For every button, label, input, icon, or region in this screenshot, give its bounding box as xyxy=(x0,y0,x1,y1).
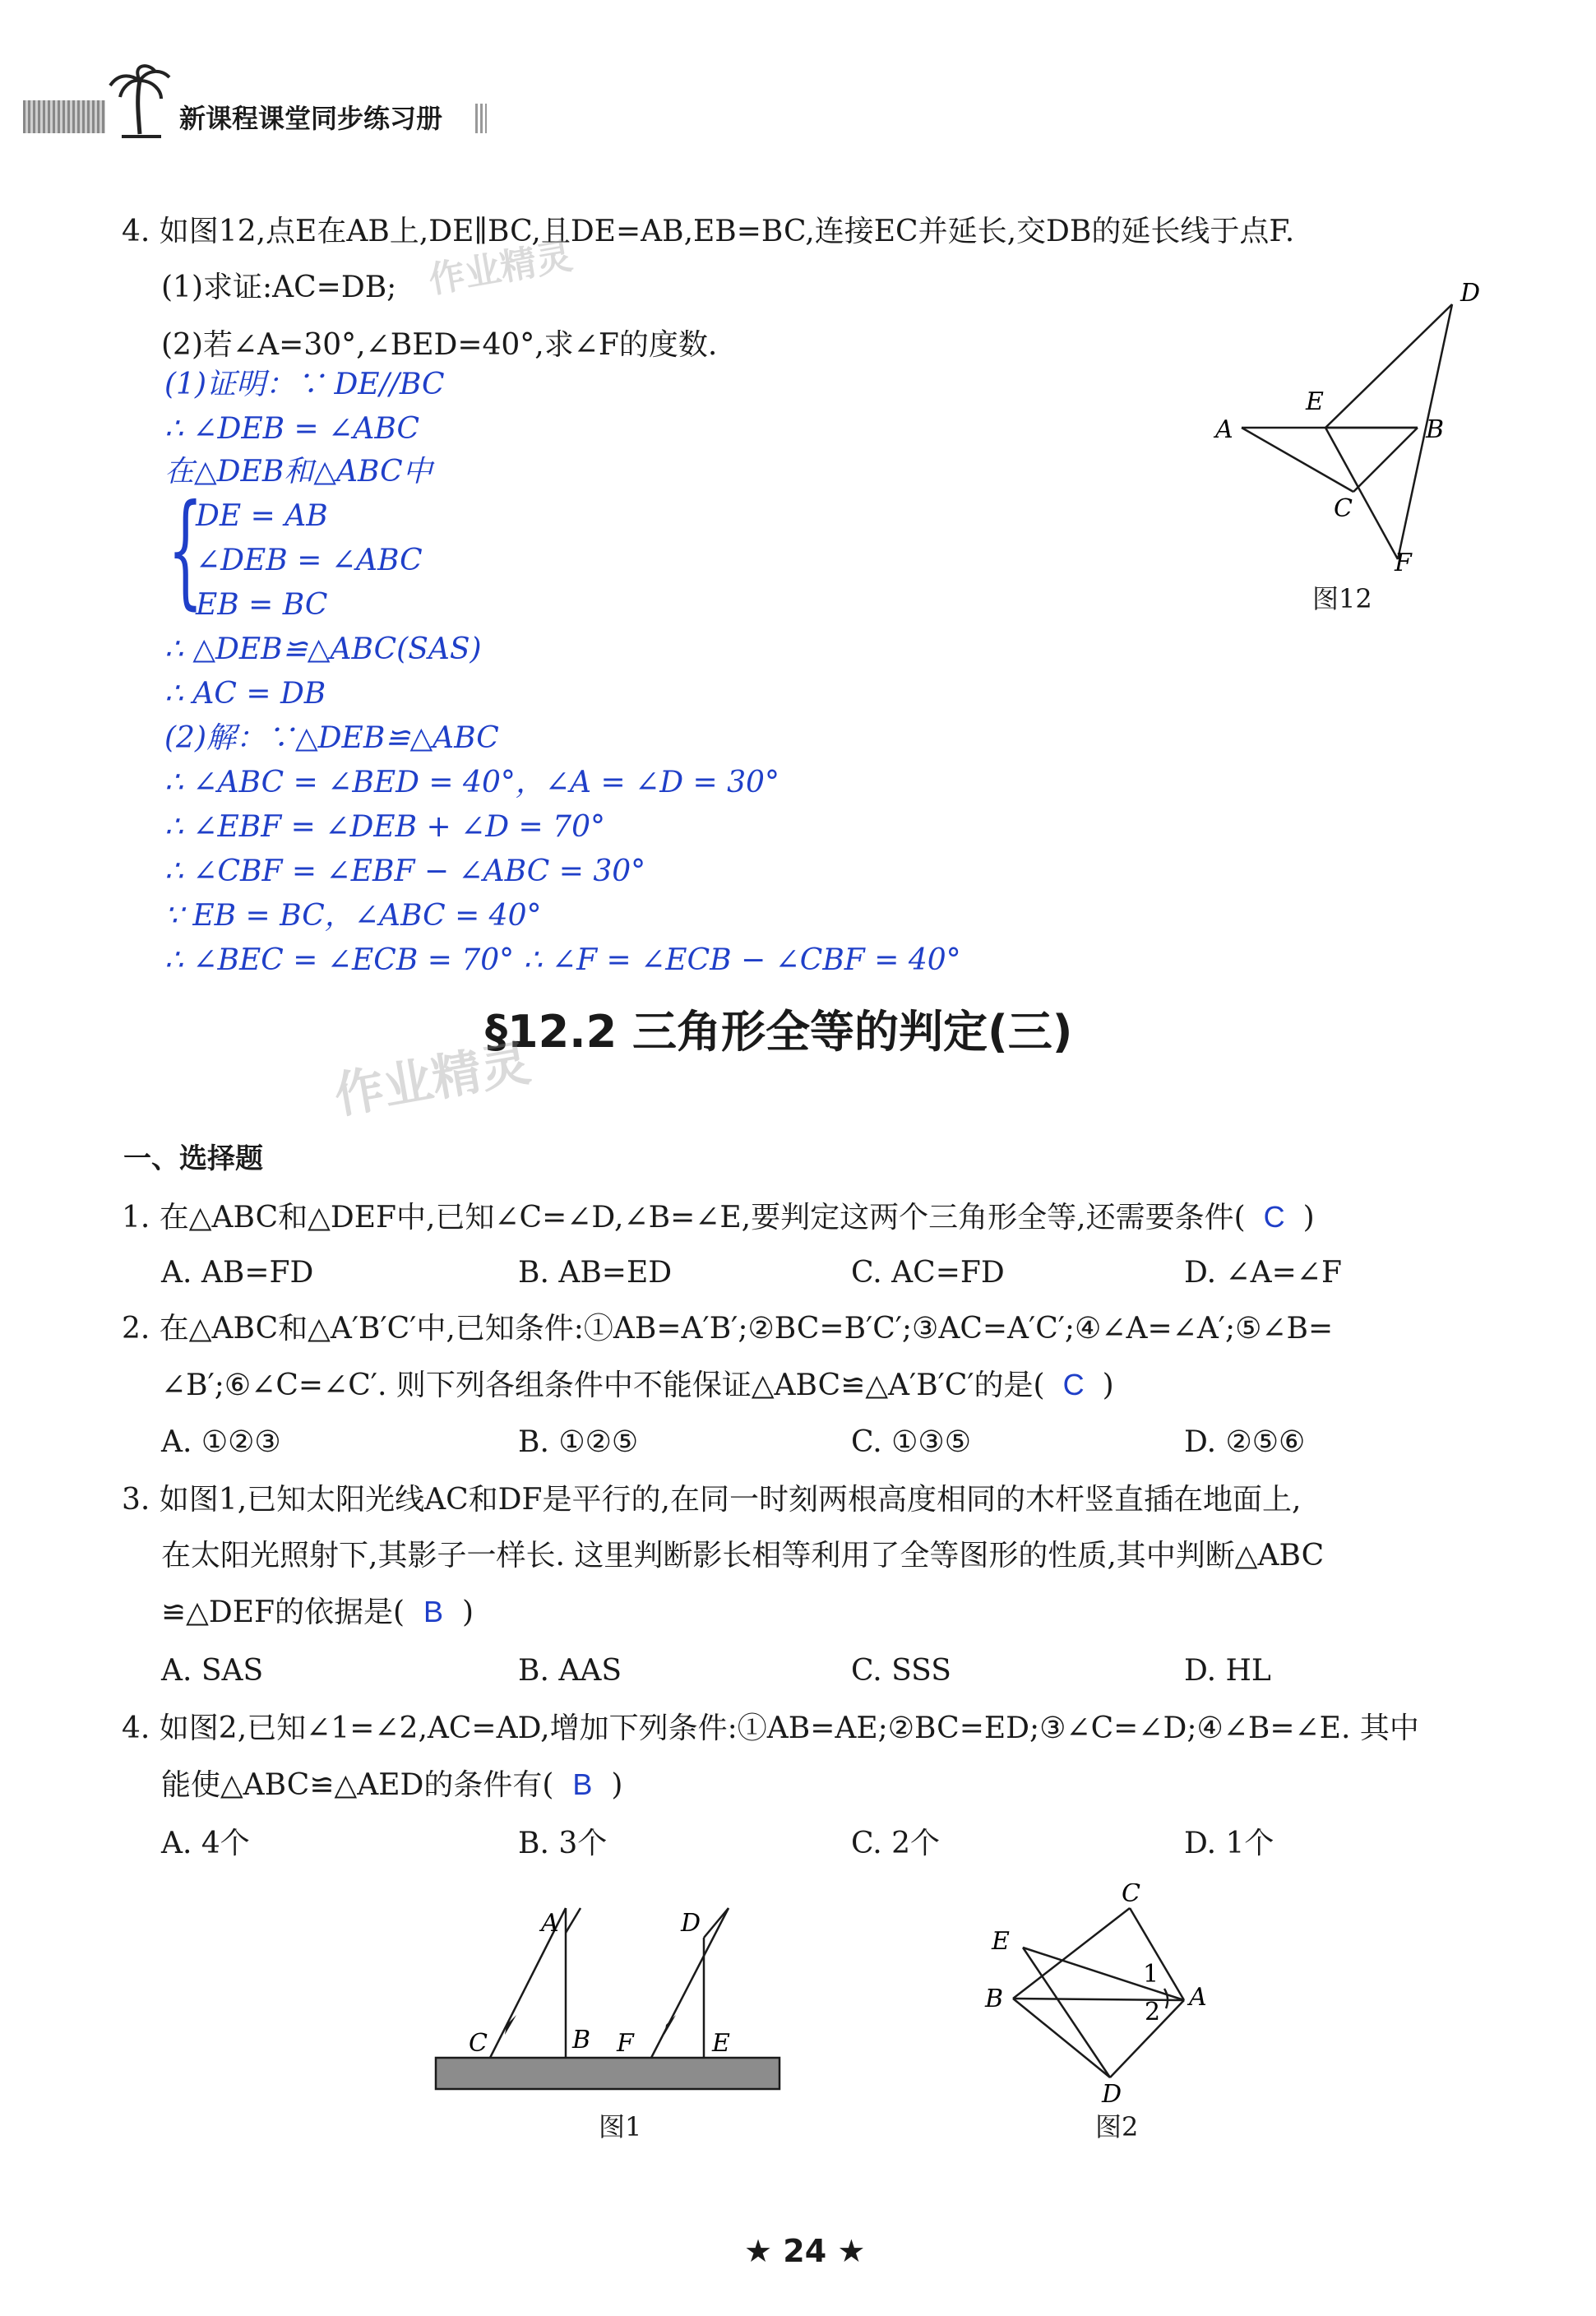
solution-line: EB = BC xyxy=(196,588,328,622)
q4-part2: (2)若∠A=30°,∠BED=40°,求∠F的度数. xyxy=(161,328,718,362)
solution-line: ∴ ∠BEC = ∠ECB = 70° ∴ ∠F = ∠ECB − ∠CBF = 40° xyxy=(164,943,961,977)
fig12-label: D xyxy=(1460,279,1481,308)
q4-part1: (1)求证:AC=DB; xyxy=(161,271,397,304)
section-title: §12.2 三角形全等的判定(三) xyxy=(485,1006,1073,1058)
fig1-label: B xyxy=(572,2026,591,2054)
option: A. SAS xyxy=(161,1654,264,1688)
brace-symbol: { xyxy=(168,479,203,622)
question-2-line2: ∠B′;⑥∠C=∠C′. 则下列各组条件中不能保证△ABC≌△A′B′C′的是( C ) xyxy=(161,1365,1114,1406)
option: D. 1个 xyxy=(1184,1827,1274,1860)
figure-2 xyxy=(970,1883,1242,2105)
answer: C xyxy=(1062,1368,1085,1401)
question-3-line3: ≌△DEF的依据是( B ) xyxy=(161,1592,474,1633)
fig2-label: D xyxy=(1102,2080,1122,2105)
solution-line: ∴ △DEB≌△ABC(SAS) xyxy=(164,632,482,666)
fig2-label: C xyxy=(1122,1883,1140,1908)
page-number: ★ 24 ★ xyxy=(744,2233,866,2269)
option: A. ①②③ xyxy=(161,1425,281,1459)
option: B. AB=ED xyxy=(518,1256,673,1290)
fig12-label: B xyxy=(1426,415,1445,444)
option: C. AC=FD xyxy=(851,1256,1005,1290)
watermark: 作业精灵 xyxy=(330,1034,535,1126)
option: D. HL xyxy=(1184,1654,1271,1688)
palm-tree-icon xyxy=(107,64,173,138)
fig2-label: 1 xyxy=(1143,1960,1159,1989)
option: C. 2个 xyxy=(851,1827,941,1860)
header-end-decoration xyxy=(475,104,487,133)
header-title: 新课程课堂同步练习册 xyxy=(179,103,443,134)
fig1-label: F xyxy=(617,2029,634,2058)
option: B. ①②⑤ xyxy=(518,1425,639,1459)
answer: B xyxy=(423,1595,444,1628)
option: D. ∠A=∠F xyxy=(1184,1256,1342,1290)
solution-line: ∴ ∠EBF = ∠DEB + ∠D = 70° xyxy=(164,810,605,844)
part-title: 一、选择题 xyxy=(123,1142,263,1175)
figure-1 xyxy=(428,1900,789,2114)
solution-line: 在△DEB和△ABC中 xyxy=(164,455,433,489)
header-decoration xyxy=(23,100,105,133)
question-2-line1: 2. 在△ABC和△A′B′C′中,已知条件:①AB=A′B′;②BC=B′C′;③AC=A′C′;④∠A=∠A′;⑤∠B= xyxy=(122,1312,1334,1346)
question-4-line2: 能使△ABC≌△AED的条件有( B ) xyxy=(161,1765,622,1805)
solution-line: ∴ ∠ABC = ∠BED = 40°，∠A = ∠D = 30° xyxy=(164,766,779,799)
answer: B xyxy=(572,1767,593,1801)
fig1-label: C xyxy=(469,2029,488,2058)
solution-line: ∴ ∠CBF = ∠EBF − ∠ABC = 30° xyxy=(164,855,646,888)
question-3-line2: 在太阳光照射下,其影子一样长. 这里判断影长相等利用了全等图形的性质,其中判断△ABC xyxy=(161,1539,1325,1573)
figure-12 xyxy=(1200,271,1513,633)
fig2-label: E xyxy=(992,1927,1010,1956)
figure-12-caption: 图12 xyxy=(1312,583,1372,614)
solution-line: ∴ ∠DEB = ∠ABC xyxy=(164,412,419,446)
option: A. 4个 xyxy=(161,1827,250,1860)
arrowhead-icon xyxy=(664,2015,676,2035)
solution-line: (2)解：∵△DEB≌△ABC xyxy=(164,721,499,755)
fig12-label: F xyxy=(1395,549,1412,577)
question-3-line1: 3. 如图1,已知太阳光线AC和DF是平行的,在同一时刻两根高度相同的木杆竖直插在地面上, xyxy=(122,1483,1302,1517)
solution-line: (1)证明：∵ DE//BC xyxy=(164,368,445,401)
fig2-label: 2 xyxy=(1145,1998,1161,2026)
solution-line: DE = AB xyxy=(196,499,328,533)
fig12-label: A xyxy=(1215,415,1233,444)
option: C. ①③⑤ xyxy=(851,1425,971,1459)
answer: C xyxy=(1263,1200,1285,1234)
fig2-label: B xyxy=(985,1985,1004,2013)
figure-2-caption: 图2 xyxy=(1095,2111,1139,2142)
solution-line: ∵ EB = BC，∠ABC = 40° xyxy=(164,899,542,933)
fig12-label: C xyxy=(1334,494,1353,523)
option: A. AB=FD xyxy=(161,1256,314,1290)
fig1-label: E xyxy=(712,2029,730,2058)
solution-line: ∠DEB = ∠ABC xyxy=(196,544,423,577)
fig1-label: D xyxy=(681,1909,701,1938)
option: B. 3个 xyxy=(518,1827,608,1860)
figure-1-caption: 图1 xyxy=(599,2111,642,2142)
option: D. ②⑤⑥ xyxy=(1184,1425,1306,1459)
option: C. SSS xyxy=(851,1654,951,1688)
question-4-line1: 4. 如图2,已知∠1=∠2,AC=AD,增加下列条件:①AB=AE;②BC=ED;③∠C=∠D;④∠B=∠E. 其中 xyxy=(122,1712,1419,1745)
fig12-label: E xyxy=(1306,387,1324,416)
solution-line: ∴ AC = DB xyxy=(164,677,326,711)
option: B. AAS xyxy=(518,1654,622,1688)
fig2-label: A xyxy=(1189,1983,1207,2012)
q4-stem: 4. 如图12,点E在AB上,DE∥BC,且DE=AB,EB=BC,连接EC并延长,交DB的延长线于点F. xyxy=(122,215,1295,248)
fig1-label: A xyxy=(541,1909,559,1938)
watermark: 作业精灵 xyxy=(425,235,576,302)
question-1: 1. 在△ABC和△DEF中,已知∠C=∠D,∠B=∠E,要判定这两个三角形全等,还需要条件( C ) xyxy=(122,1197,1315,1238)
